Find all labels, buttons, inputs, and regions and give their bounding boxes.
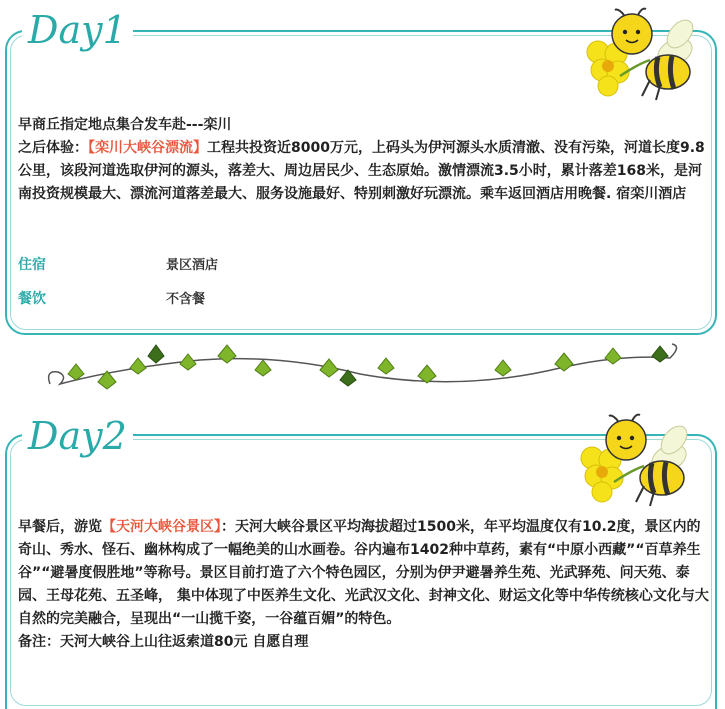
stay-row xyxy=(18,254,218,274)
day1-experience xyxy=(18,137,713,206)
day2-description-block xyxy=(18,516,713,631)
ivy-vine-divider xyxy=(40,340,690,400)
day1-description: 工程共投资近8000万元，上码头为伊河源头水质清澈、没有污染，河道长度9.8公里，该段河道选取伊河的源头，落差大、周边居民少、生态原始。激情漂流3.5小时，累计落差168米，是河南投资规模最大、漂流河道落差最大、服务设施最好、特别刺激好玩漂流。乘车返回酒店用晚餐. 宿栾川酒店 xyxy=(18,140,705,202)
day1-highlight: 【栾川大峡谷漂流】 xyxy=(88,140,207,156)
day1-prefix: 之后体验： xyxy=(18,140,88,156)
day1-departure: 早商丘指定地点集合发车赴---栾川 xyxy=(18,117,232,133)
day2-highlight: 【天河大峡谷景区】 xyxy=(102,519,221,535)
day2-note: 备注：天河大峡谷上山往返索道80元 自愿自理 xyxy=(18,634,309,650)
meal-row xyxy=(18,288,205,308)
day1-title: Day1 xyxy=(22,8,133,52)
day2-prefix: 早餐后，游览 xyxy=(18,519,102,535)
stay-label: 住宿 xyxy=(18,257,46,273)
meal-value: 不含餐 xyxy=(166,292,206,307)
day2-description: ：天河大峡谷景区平均海拔超过1500米，年平均温度仅有10.2度，景区内的奇山、秀水、怪石、幽林构成了一幅绝美的山水画卷。谷内遍布1402种中草药，素有“中原小西藏”“百草养生谷”“避暑度假胜地”等称号。景区目前打造了六个特色园区，分别为伊尹避暑养生苑、光武驿苑、问天苑、泰园、王母花苑、五圣峰， 集中体现了中医养生文化、光武汉文化、封神文化、财运文化等中华传统核心文化与大自然的完美融合，呈现出“一山揽千姿，一谷蕴百媚”的特色。 xyxy=(18,519,709,627)
day2-title: Day2 xyxy=(22,414,133,458)
day2-itinerary xyxy=(18,516,713,654)
bee-icon xyxy=(580,4,710,109)
stay-value: 景区酒店 xyxy=(166,258,219,273)
day1-itinerary xyxy=(18,114,713,206)
bee-icon xyxy=(574,410,704,515)
meal-label: 餐饮 xyxy=(18,291,46,307)
